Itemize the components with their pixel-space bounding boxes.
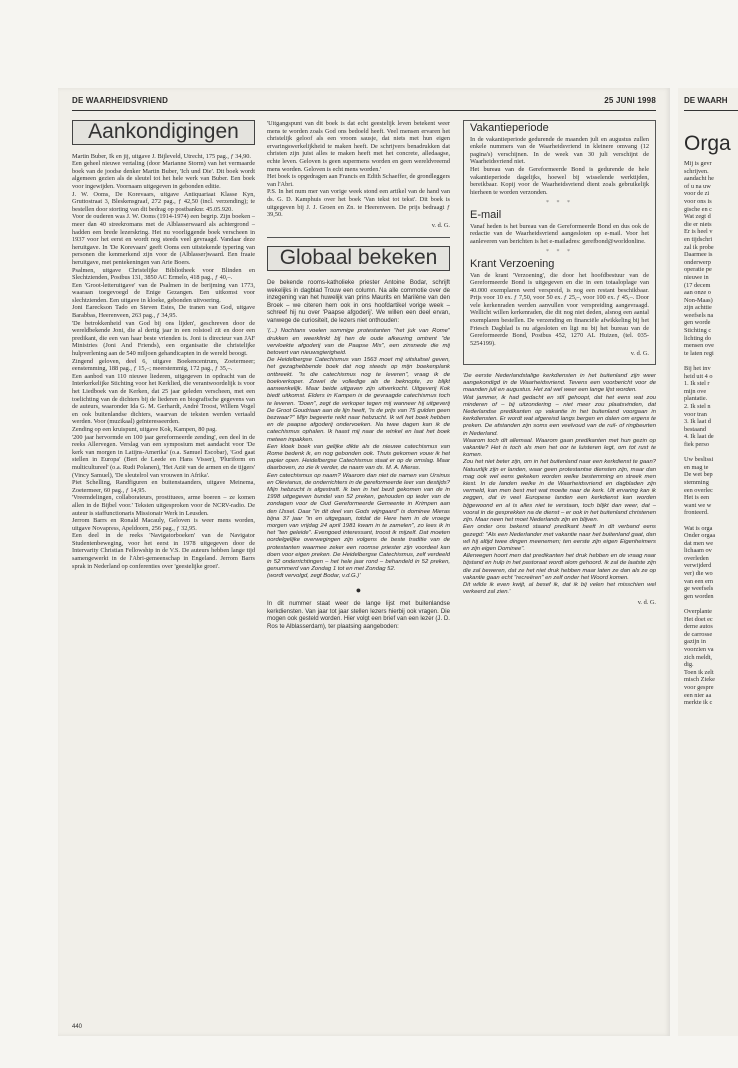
text-line xyxy=(684,517,738,525)
text-line: operatie pe xyxy=(684,266,712,274)
text-line: weefsels na xyxy=(684,311,714,319)
text-line: gen worden xyxy=(684,592,714,600)
paragraph: In de vakantieperiode gedurende de maanden juli en augustus zullen enkele nummers van de Waarheidsvriend in kleinere omvang (12 pagina's) verschijnen. In de week van 30 juli verschijnt de Waarheidsvriend niet. xyxy=(470,135,649,166)
letter-paragraph: Allerwegen hoort men dat predikanten het druk hebben en de vraag naar bijstand en hulp in het pastoraat wordt alom gehoord. Ik zal de laatste zijn die zal beweren, dat ze het niet druk hebben maar laten ze dan als ze op vakantie gaan echt "recreëren" en zelf onder het Woord komen. xyxy=(463,553,656,581)
paragraph: P.S. In het num mer van vorige week stond een artikel van de hand van ds. G. D. Kamphuis over het boek 'Van tekst tot tekst'. Dit boek is uitgegeven bij J. J. Groen en Zn. te Heerenveen. De prijs bedraagt ƒ 39,50. xyxy=(267,188,450,219)
next-page-title: Orga xyxy=(684,132,731,155)
quote-paragraph: Een catechismus op naam? Waarom dan niet de namen van Ursinus en Olevianus, de onderrichters in de gereformeerde leer van destijds? Mijn hebzucht is afgestraft. Ik ben in het bezit gekomen van de in 1998 uitgegeven bundel van 52 preken, gehouden op ieder van de zondagen voor de Oud Gereformeerde Gemeente in Krimpen aan den IJssel. Daar "in dit deel van Gods wijngaard" is dominee Mieras bijna 37 jaar "in en uitgegaan, totdat de Here hem in de vroege morgen van vrijdag 24 april 1981 kwam in te zamelen", zo lees ik in het "ten geleide". Evengoed interessant, troost ik mijzelf. Dat moeten oordelgelijke overwegingen zijn volgens de beste traditie van de protestanten waarmee zeker een roomse priester zijn voordeel kan doen voor eigen preken. De Heidelbergse Catechismus, zelf verdeeld in 52 onderrichtingen – het hele jaar rond – behandeld in 52 preken, genummerd van Zondag 1 tot en met Zondag 52. xyxy=(267,472,450,573)
paragraph: Psalmen, uitgave Christelijke Bibliotheek voor Blinden en Slechtzienden, Postbus 131, 3850 AC Ermelo, 418 pag., ƒ 40,–. xyxy=(72,266,255,282)
publication-name: DE WAARHEIDSVRIEND xyxy=(72,96,169,105)
text-line: voor ons is xyxy=(684,197,712,205)
text-line: van een ern xyxy=(684,577,714,585)
text-line: plantatie. xyxy=(684,395,708,403)
page-header xyxy=(72,96,656,110)
paragraph: Het boek is opgedragen aan Francis en Edith Schaeffer, de grondleggers van l'Abri. xyxy=(267,173,450,188)
column-2 xyxy=(267,120,450,1030)
text-line: zal ik probe xyxy=(684,243,714,251)
text-line: overleden xyxy=(684,554,709,562)
vakantie-title: Vakantieperiode xyxy=(470,122,549,134)
text-line: die er niets xyxy=(684,220,712,228)
page-number: 440 xyxy=(72,1024,83,1030)
text-line: te laten regi xyxy=(684,349,714,357)
text-line: een overlec xyxy=(684,486,713,494)
paragraph: '200 jaar hervormde en 100 jaar gereformeerde zending', een deel in de reeks Allervegen. Verslag van een symposium met aandacht voor 'De kerk van morgen in Latijns-Amerika' (o.a. Samuel Escobar), 'God gaat stellen in Europa' (Bert de Leede en Hans Visser), 'Pluriform en multicultureel' (o.a. Rudi Polanen), 'Het Azië van de armen en de tijgers' (Vincy Samuel), 'De sleutelrol van vrouwen in Afrika'. xyxy=(72,433,255,479)
text-line: Daarmee is xyxy=(684,251,713,259)
text-line: nieuwe in xyxy=(684,273,709,281)
text-line: Non-Maas) xyxy=(684,296,713,304)
text-line: Stichting c xyxy=(684,327,712,335)
text-line: Onder orgaa xyxy=(684,532,716,540)
text-line: schrijven. xyxy=(684,167,709,175)
letter-paragraph: Een onder ons bekend staand predikant heeft in dit verband eens gezegd: "Als een Nederlander met vakantie naar het buitenland gaat, dan wil hij altijd twee dingen meenemen; ten eerste zijn eigen Eigenheimers en zijn eigen Dominee". xyxy=(463,524,656,552)
paragraph: Het bureau van de Gereformeerde Bond is gedurende de hele vakantieperiode dagelijks, hoewel bij wisselende werktijden, bereikbaar. Kopij voor de Waarheidsvriend dient zoals gebruikelijk hierheen te worden verzonden. xyxy=(470,165,649,196)
text-line: een nier aa xyxy=(684,691,712,699)
column-2-top-text xyxy=(267,120,450,219)
paragraph: Een 'Groot-letteruitgave' van de Psalmen in de berijming van 1773, waaraan toegevoegd de Enige Gezangen. Een uitkomst voor slechtzienden. Een uitgave in kloeke, gebonden uitvoering. xyxy=(72,281,255,304)
text-line: want we w xyxy=(684,501,712,509)
aankondigingen-body xyxy=(72,153,255,571)
globaal-after: In dit nummer staat weer de lange lijst met buitenlandse kerkdiensten. Van jaar tot jaar stellen lezers hierbij ook vragen. Die mogen ook gesteld worden. Hier volgt een brief van een lezer (J. D. Ros te Alblasserdam), ter plaatsing aangeboden: xyxy=(267,600,450,630)
text-line: of u na uw xyxy=(684,182,711,190)
paragraph: 'De betrokkenheid van God bij ons lijden', geschreven door de wereldbekende Joni, die al dertig jaar in een rolstoel zit en door een predikant, die een van haar beste vrienden is. Joni is directeur van JAF Ministries (Joni And Friends), een organisatie die christelijke hulpverlening aan de 540 miljoen gehandicapten in de wereld beoogt. xyxy=(72,319,255,358)
email-body: Vanaf heden is het bureau van de Gereformeerde Bond en dus ook de redactie van de Waarheidsvriend aangesloten op e-mail. Voor het aanleveren van berichten is het e-mailadres: gerefbond@worldonline. xyxy=(470,222,649,245)
text-line: aandacht he xyxy=(684,175,714,183)
paragraph: Een geheel nieuwe vertaling (door Marianne Storm) van het vermaarde boek van de joodse denker Martin Buber, 'Ich und Die'. Dit boek wordt algemeen gezien als de sleutel tot het hele werk van Buber. Een boek voor ingewijden. Voornaam uitgegeven in gebonden editie. xyxy=(72,160,255,190)
next-page-rule xyxy=(684,110,738,111)
text-line: derne autos xyxy=(684,623,713,631)
text-line: gen worde xyxy=(684,319,711,327)
globaal-title: Globaal bekeken xyxy=(267,246,450,271)
quote-paragraph: '(...) Nochtans voelen sommige protestanten "het juk van Rome" drukken en weerklinkt bij hen de oude afkeuring omtrent "de vervloekte afgoderij van de Paapse Mis", een zinsnede die mij betovert van nieuwsgierigheid. xyxy=(267,328,450,357)
header-rule xyxy=(72,110,656,111)
paragraph: Jerrom Barrs en Ronald Macauly, Geloven is weer mens worden, uitgave Novapress, Apeldoorn, 256 pag., ƒ 32,95. xyxy=(72,517,255,532)
text-line: ge weefsels xyxy=(684,585,714,593)
text-line: Het is een xyxy=(684,494,710,502)
text-line: heid uit 4 o xyxy=(684,372,713,380)
paragraph: Voor de ouderen was J. W. Ooms (1914-1974) een begrip. Zijn boeken – meer dan 40 streekromans met de Alblasserwaard als achtergrond – hadden een brede lezerskring. Het nu voorliggende boek verscheen in 1937 voor het eerst en wordt nog steeds veel gevraagd. Vandaar deze heruitgave. In 'De Korevaars' geeft Ooms een uitstekende typering van personen die kenmerkend zijn voor de (Alblasser)waard. Een fraaie heruitgave, met pentekeningen van Arie Boers. xyxy=(72,213,255,266)
vakantie-body xyxy=(470,136,649,197)
signature: v. d. G. xyxy=(630,350,649,358)
paragraph: 'Uitgangspunt van dit boek is dat echt geestelijk leven betekent weer mens te worden zoals God ons bedoeld heeft. Veel mensen ervaren het christelijk geloof als een vroom sausje, dat niets met hun eigen ervaringswerkelijkheid te maken heeft. De schrijvers benadrukken dat christen zijn juist alles te maken heeft met het concrete, alledaagse, echte leven. Geloven is geen supermens worden en geen wereldvreemd mens worden. Geloven is echt mens worden.' xyxy=(267,120,450,173)
paragraph: Martin Buber, Ik en jij, uitgave J. Bijleveld, Utrecht, 175 pag., ƒ 34,90. xyxy=(72,152,251,160)
krant-title: Krant Verzoening xyxy=(470,257,555,270)
text-line: 3. Ik laat d xyxy=(684,418,711,426)
text-line: Wat is orga xyxy=(684,524,713,532)
text-line: merkte ik c xyxy=(684,699,713,707)
text-line: Het doet ec xyxy=(684,615,713,623)
text-line: Bij het inv xyxy=(684,365,711,373)
letter-paragraph: Dit wilde ik even kwijt, al besef ik, dat ik bij velen het misschien wel verkeerd zal zien.' xyxy=(463,581,656,596)
signature: v. d. G. xyxy=(637,599,656,607)
text-line xyxy=(684,449,738,457)
column-3 xyxy=(463,120,656,1030)
next-page-header: DE WAARH xyxy=(684,96,728,105)
quote-paragraph: Een kloek boek van gelijke dikte als de nieuwe catechismus van Rome bedenk ik, en nog gebonden ook. Thuis gekomen vouw ik het papier open. Heidelbergse Catechismus staat er op de omslag. Maar daarboven, zo zie ik verder, de naam van ds. M. A. Mieras. xyxy=(267,443,450,472)
text-line: mijn ove xyxy=(684,387,707,395)
text-line: Er is heel v xyxy=(684,228,713,236)
text-line: voor tran xyxy=(684,410,707,418)
text-line: gazijn in xyxy=(684,638,706,646)
text-line: gische en c xyxy=(684,205,712,213)
text-line: aan onze o xyxy=(684,289,711,297)
text-line: de carrosse xyxy=(684,630,713,638)
email-title: E-mail xyxy=(470,208,502,221)
text-line: voor gespre xyxy=(684,683,714,691)
text-line: voorzien va xyxy=(684,646,714,653)
next-page-text xyxy=(684,160,738,707)
text-line: ver) die wo xyxy=(684,570,713,578)
text-line: onderwerp xyxy=(684,258,711,266)
text-line xyxy=(684,600,738,608)
text-line xyxy=(684,357,738,365)
text-line: dig. xyxy=(684,661,694,669)
text-line: dat men we xyxy=(684,539,714,547)
section-divider xyxy=(267,237,450,238)
section-bullet: ● xyxy=(355,584,362,595)
text-line: stemming xyxy=(684,478,709,486)
quote-paragraph: (wordt vervolgd, zegt Bodar, v.d.G.)' xyxy=(267,573,361,580)
paragraph: Zingend geloven, deel 6, uitgave Boekencentrum, Zoetermeer; eenstemming, 188 pag., ƒ 15,–; meerstemmig, 172 pag., ƒ 35,–. xyxy=(72,357,255,373)
text-line: 1. Ik stel r xyxy=(684,380,710,388)
text-line: bestaand xyxy=(684,425,707,433)
notices-box xyxy=(463,120,656,365)
letter-paragraph: Wat jammer, ik had gedacht en stil gehoopt, dat het eens wat zou minderen of – bij uitzondering – niet meer zou plaatsvinden, dat Nederlandse predikanten op vakantie in het buitenland voorgaan in kerkdiensten. Er wordt wat afgereisd langs bergen en dalen om ergens te preken. De afstanden zijn soms een veelvoud van de ruil- of ringbeurten in Nederland. xyxy=(463,394,656,437)
letter-paragraph: Zou het niet beter zijn, om in het buitenland naar een kerkdienst te gaan? Natuurlijk zijn er landen, waar geen protestantse diensten zijn, maar dan mag ook wel eens gekeken worden welke bestemming en streek men kiest. In de landen welke in de Waarheidsvriend en dagbladen zijn vermeld, kan men best met wat moeite naar de kerk. Uit ervaring kan ik zeggen, dat in veel Europese landen een kerkdienst kan worden bijgewoond en al is alles niet te verstaan, toch blijkt dan weer, dat – vooral in de gesprekken na de dienst – er ook in het buitenland christenen zijn. Maar neen het moet Nederlands zijn en blijven. xyxy=(463,459,656,524)
next-page-edge xyxy=(678,88,738,1036)
letter-paragraph: Waarom toch dit allemaal. Waarom gaan predikanten met hun gezin op vakantie? Het is toch als men het oor te luisteren legt, om tot rust te komen. xyxy=(463,437,656,459)
column-1 xyxy=(72,120,255,1030)
paragraph: 'Vreemdelingen, collaborateurs, prostituees, arme boeren – ze komen allen in de Bijbel voor.' Teksten uitgesproken voor de NCRV-radio. De auteur is staffunctionaris Missionair Werk in Leusden. xyxy=(72,494,255,517)
letter-body xyxy=(463,373,656,596)
paragraph: Een deel in de reeks 'Navigatorboeken' van de Navigator Studentenbeweging, voor het eerst in 1978 uitgegeven door de Intervarity Christian Fellowship in de V.S. De auteurs hebben lange tijd samengewerkt in de l'Abri-gemeenschap in Engeland. Jerrom Barrs sprak in Nederland op conferenties over 'geestelijke groei'. xyxy=(72,532,255,570)
text-line: zich meldt, xyxy=(684,653,712,661)
paragraph: Een aanbod van 110 nieuwe liederen, uitgegeven in opdracht van de Interkerkelijke Stichting voor het Kerklied, die verantwoordelijk is voor het Liedboek van de Kerken, dat 25 jaar geleden verscheen, met een toelichting van de dichters bij de liederen en biografische gegevens van de auteurs, waaronder Ida G. M. Gerhardt, André Troost, Willem Vogel en ook buitenlandse dichters, waarvan de teksten werden vertaald werden. Voor (muzikaal) geïnteresseerden. xyxy=(72,372,255,426)
globaal-intro: De bekende rooms-katholieke priester Antoine Bodar, schrijft wekelijks in dagblad Trouw een column. Na alle commotie over de inzegening van het huwelijk van prins Maurits en Marilène van den Broek – we citeren hem ook in ons hoofdartikel vorige week – schreef hij nu over 'Paapse afgoderij'. We willen een deel ervan, vanwege de curiositeit, de lezers niet onthouden: xyxy=(267,278,450,324)
text-line: en mag te xyxy=(684,463,709,471)
text-line: Toen ik zelt xyxy=(684,668,714,676)
text-line: mensen ove xyxy=(684,342,714,350)
text-line: 4. Ik laat de xyxy=(684,433,714,441)
text-line: voor de zi xyxy=(684,190,710,198)
letter-paragraph: 'De eerste Nederlandstalige kerkdiensten in het buitenland zijn weer aangekondigd in de Waarheidsvriend. Tevens een voorbericht voor de maanden juli en augustus. Het zal wel weer een lange lijst worden. xyxy=(463,373,656,394)
signature: v. d. G. xyxy=(431,221,450,229)
text-line: lichting do xyxy=(684,334,712,342)
text-line: Wat zegt d xyxy=(684,213,711,221)
text-line: 2. Ik stel n xyxy=(684,403,711,410)
stars-separator: * * * xyxy=(546,200,573,207)
paragraph: Piet Schelling, Randfiguren en buitenstaanders, uitgave Meinema, Zoetermeer, 60 pag., ƒ 14,95. xyxy=(72,479,255,494)
text-line: fiek perso xyxy=(684,440,710,448)
publication-date: 25 JUNI 1998 xyxy=(604,96,656,105)
text-line: Uw beslissi xyxy=(684,456,714,464)
text-line: misch Zieke xyxy=(684,676,715,684)
paragraph: Zending op een kruispunt, uitgave Kok, Kampen, 80 pag. xyxy=(72,425,217,433)
aankondigingen-title: Aankondigingen xyxy=(72,120,255,145)
text-line: en tijdschri xyxy=(684,235,713,243)
text-line: zijn achttie xyxy=(684,304,712,312)
krant-body: Van de krant 'Verzoening', die door het hoofdbestuur van de Gereformeerde Bond is uitgegeven en die in een totaaloplage van 40.000 exemplaren werd verspreid, is nog een restant beschikbaar. Prijs voor 10 ex. ƒ 7,50, voor 50 ex. ƒ 25,–, voor 100 ex. ƒ 45,–. Door vele kerkenraden werden aanvullen voor verspreiding aangevraagd. Wellicht willen kerkenraden, die dit nog niet deden, alsnog een aantal exemplaren bestellen. De verzending en financiële afwikkeling bij het Friesch Dagblad is nu afgesloten en ligt nu bij het bureau van de Gereformeerde Bond, Postbus 452, 1270 AL Huizen, (tel. 035-5254199). xyxy=(470,271,649,347)
globaal-quote xyxy=(267,328,450,580)
text-line: Overplante xyxy=(684,608,712,616)
paragraph: J. W. Ooms, De Korevaars, uitgave Antiquariaat Klasse Kyn, Gruttostraat 3, Bleskensgraaf, 272 pag., ƒ 42,50 (incl. verzending); te bestellen door storting van dit bedrag op postbanknr. 45.05.920. xyxy=(72,190,255,213)
text-line: (17 decem xyxy=(684,281,711,289)
text-line: Mij is gevr xyxy=(684,160,712,167)
text-line: verwijderd xyxy=(684,562,712,570)
newspaper-page xyxy=(58,88,670,1036)
text-line: lichaam ov xyxy=(684,547,712,555)
text-line: fronteerd. xyxy=(684,509,709,517)
quote-paragraph: De Heidelbergse Catechismus van 1563 moet mij uitsluitsel geven, het gezaghebbende boek dat nog steeds op mijn boekenplank ontbreekt. "Is die catechismus nog te leveren", vraag ik de boekverkoper. Zowel de volledige als de beknopte, zo blijkt aanwenkelijk. Maar beide uitgaven zijn uitverkocht. Uitgeverij Kok biedt uitkomst. Elders in Kampen is de gevraagde catechismus toch te leveren. "Doen", zegt de verkoper tegen mij wanneer hij uitgeverij De Groot Goudriaan aan de lijn heeft, "is de prijs van 75 gulden geen bezwaar?" Mijn begeerte reikt naar hebzucht. Ik wil het boek hebben en de paapse afgoderij ondervoeken. Na twee dagen kan ik de catechismus ophalen. Ik haast mij naar de winkel en laat het boek meteen inpakken. xyxy=(267,357,450,443)
paragraph: Joni Eareckson Tado en Steven Estes, De tranen van God, uitgave Barabbas, Heerenveen, 263 pag., ƒ 34,95. xyxy=(72,304,255,320)
stars-separator: * * * xyxy=(546,249,573,256)
text-line: De wet bep xyxy=(684,471,713,479)
